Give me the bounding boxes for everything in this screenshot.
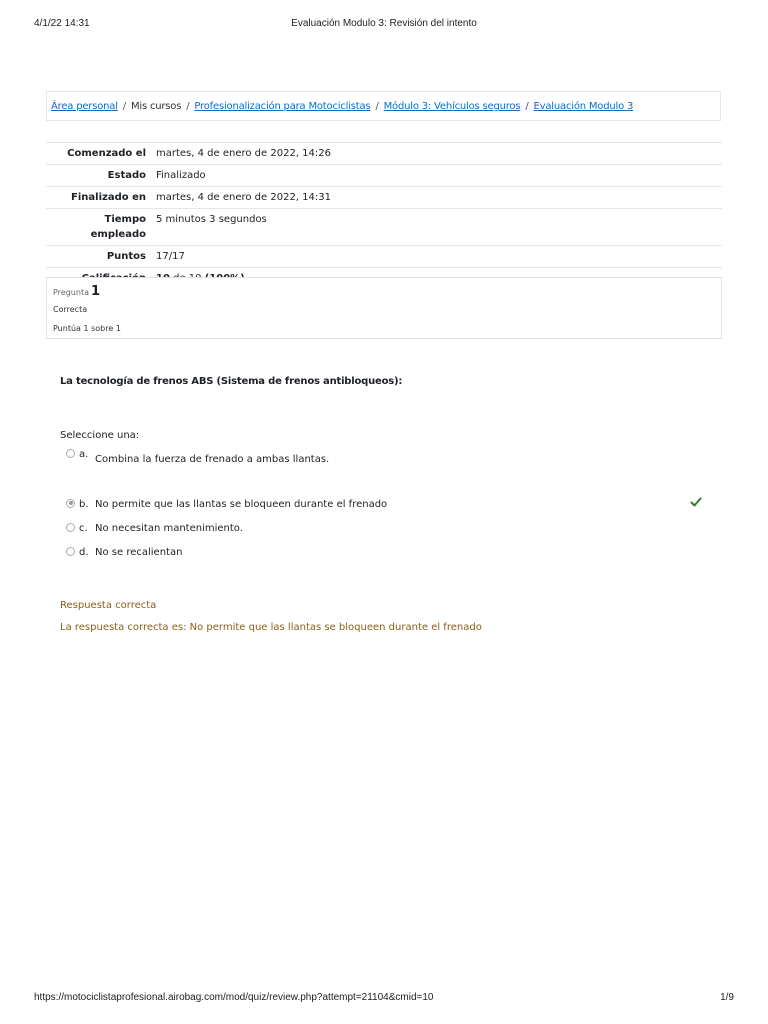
answer-letter: b.	[79, 499, 89, 510]
check-icon	[690, 496, 702, 508]
state-value: Finalizado	[156, 165, 722, 187]
radio-selected-icon[interactable]	[66, 499, 75, 508]
answer-text: Combina la fuerza de frenado a ambas llantas.	[95, 454, 330, 465]
summary-row-time	[46, 209, 722, 246]
started-value: martes, 4 de enero de 2022, 14:26	[156, 143, 722, 165]
breadcrumb-separator: /	[122, 101, 126, 112]
breadcrumb-separator: /	[525, 101, 529, 112]
radio-icon[interactable]	[66, 449, 75, 458]
question-state: Correcta	[53, 305, 88, 314]
breadcrumb-item-area-personal[interactable]: Área personal	[51, 101, 118, 112]
started-label: Comenzado el	[46, 143, 156, 165]
feedback-correct-answer: La respuesta correcta es: No permite que las llantas se bloqueen durante el frenado	[60, 622, 482, 633]
radio-icon[interactable]	[66, 523, 75, 532]
print-footer	[34, 992, 734, 1006]
state-label: Estado	[46, 165, 156, 187]
marks-value: 17/17	[156, 246, 722, 268]
breadcrumb-separator: /	[186, 101, 190, 112]
print-header	[34, 18, 734, 32]
print-page-title: Evaluación Modulo 3: Revisión del intento	[291, 18, 477, 29]
answer-text: No se recalientan	[95, 547, 183, 558]
breadcrumb-item-mis-cursos: Mis cursos	[130, 101, 182, 112]
finished-value: martes, 4 de enero de 2022, 14:31	[156, 187, 722, 209]
print-url: https://motociclistaprofesional.airobag.com/mod/quiz/review.php?attempt=21104&cmid=10	[34, 992, 434, 1003]
answer-letter: a.	[79, 449, 89, 460]
radio-icon[interactable]	[66, 547, 75, 556]
breadcrumb-separator: /	[375, 101, 379, 112]
answer-option-a[interactable]	[66, 449, 330, 465]
feedback-status: Respuesta correcta	[60, 600, 157, 611]
answer-option-d[interactable]	[66, 547, 182, 558]
print-page-number: 1/9	[720, 992, 734, 1003]
answer-text: No necesitan mantenimiento.	[95, 523, 243, 534]
time-label	[46, 209, 156, 246]
answer-text: No permite que las llantas se bloqueen durante el frenado	[95, 499, 388, 510]
summary-row-started	[46, 143, 722, 165]
breadcrumb-item-quiz[interactable]: Evaluación Modulo 3	[533, 101, 634, 112]
answer-prompt: Seleccione una:	[60, 430, 140, 441]
summary-row-state	[46, 165, 722, 187]
question-info-box	[46, 277, 722, 339]
question-number	[53, 284, 721, 299]
time-label-line2: empleado	[90, 229, 146, 240]
question-number-label: Pregunta	[53, 288, 89, 297]
question-number-value: 1	[90, 284, 101, 299]
print-datetime: 4/1/22 14:31	[34, 18, 90, 29]
answer-option-c[interactable]	[66, 523, 243, 534]
answer-letter: c.	[79, 523, 88, 534]
question-text: La tecnología de frenos ABS (Sistema de frenos antibloqueos):	[60, 376, 403, 387]
time-label-line1: Tiempo	[104, 214, 146, 225]
answer-letter: d.	[79, 547, 89, 558]
breadcrumb-item-course[interactable]: Profesionalización para Motociclistas	[194, 101, 371, 112]
question-mark: Puntúa 1 sobre 1	[53, 324, 121, 333]
finished-label: Finalizado en	[46, 187, 156, 209]
attempt-summary-table	[46, 142, 722, 290]
answer-option-b[interactable]	[66, 499, 387, 510]
summary-row-finished	[46, 187, 722, 209]
marks-label: Puntos	[46, 246, 156, 268]
time-value: 5 minutos 3 segundos	[156, 209, 722, 246]
breadcrumb-item-module[interactable]: Módulo 3: Vehículos seguros	[383, 101, 521, 112]
summary-row-marks	[46, 246, 722, 268]
breadcrumb	[46, 91, 721, 121]
